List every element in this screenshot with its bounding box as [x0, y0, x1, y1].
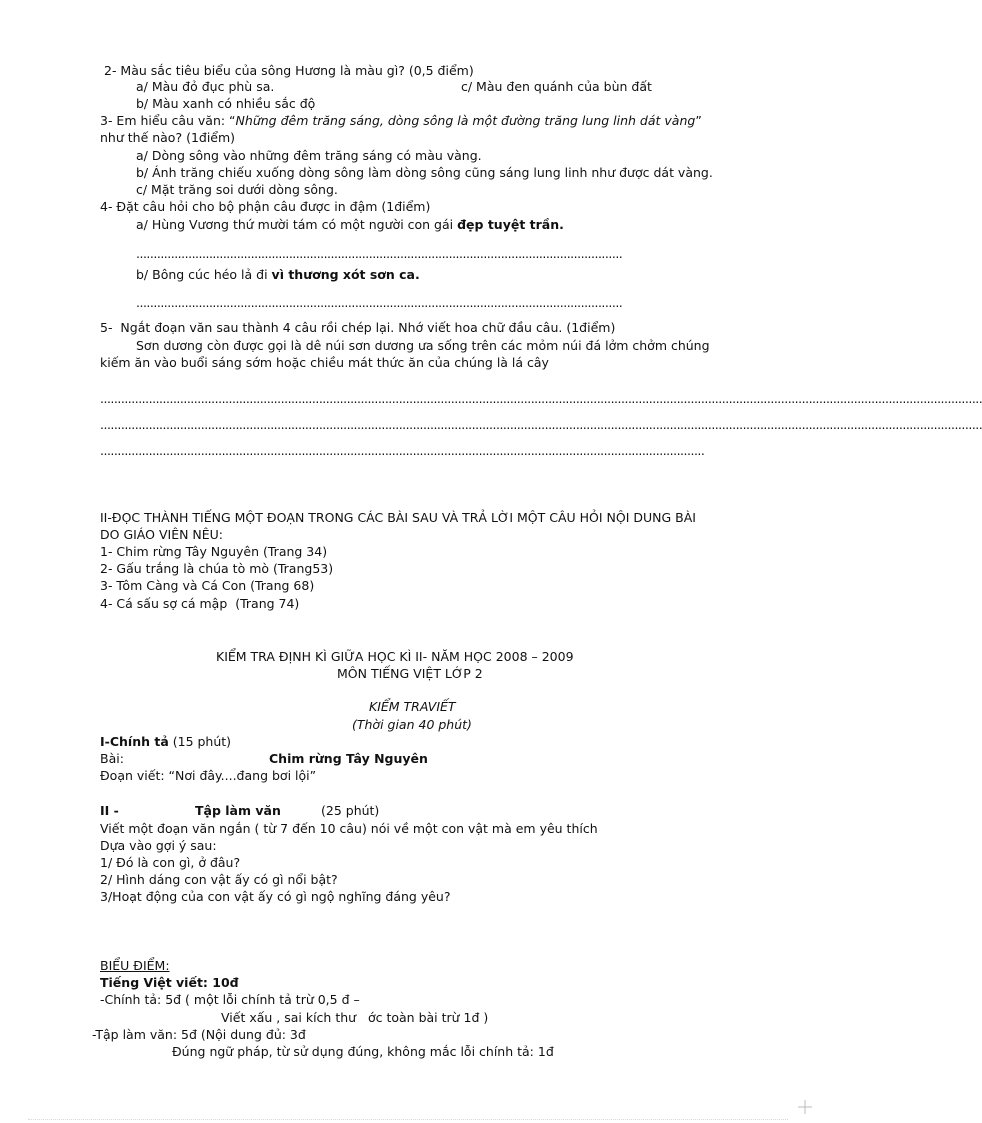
q3-stem-suffix: ”: [695, 113, 702, 128]
q2-option-a: a/ Màu đỏ đục phù sa.: [136, 79, 275, 94]
q4-item-a: [136, 217, 564, 233]
q3-option-c: c/ Mặt trăng soi dưới dòng sông.: [136, 182, 338, 197]
tap-lam-van-roman: II -: [100, 803, 119, 818]
hint-intro: Dựa vào gợi ý sau:: [100, 838, 217, 853]
q4-item-a-bold: đẹp tuyệt trần.: [457, 217, 564, 232]
q2-option-c: c/ Màu đen quánh của bùn đất: [461, 79, 652, 94]
reading-item: 3- Tôm Càng và Cá Con (Trang 68): [100, 578, 315, 593]
section2-heading-line2: DO GIÁO VIÊN NÊU:: [100, 527, 224, 542]
test-name: KIỂM TRAVIẾT: [369, 699, 456, 714]
bieu-diem-line: Đúng ngữ pháp, từ sử dụng đúng, không mắc lỗi chính tả: 1đ: [172, 1044, 554, 1059]
q4-item-b-text: b/ Bông cúc héo lả đi: [136, 267, 272, 282]
bieu-diem-line: Viết xấu , sai kích thư ớc toàn bài trừ 1đ ): [221, 1010, 489, 1025]
tap-lam-van-time: (25 phút): [321, 803, 380, 818]
q3-stem-prefix: 3- Em hiểu câu văn: “: [100, 113, 236, 128]
q4-item-b: [136, 267, 420, 283]
answer-line: ..............................................................................................................................................................................................................................................................: [100, 391, 982, 406]
chinh-ta-heading: [100, 734, 231, 750]
section2-heading-line1: II-ĐỌC THÀNH TIẾNG MỘT ĐOẠN TRONG CÁC BÀI SAU VÀ TRẢ LỜI MỘT CÂU HỎI NỘI DUNG BÀI: [100, 510, 696, 525]
tap-lam-van-title: Tập làm văn: [195, 803, 281, 818]
exam-title: KIỂM TRA ĐỊNH KÌ GIỮA HỌC KÌ II- NĂM HỌC 2008 – 2009: [216, 649, 574, 664]
hint-item: 3/Hoạt động của con vật ấy có gì ngộ nghĩng đáng yêu?: [100, 889, 451, 904]
answer-line: ............................................................................................................................................: [136, 295, 623, 310]
exam-subject: MÔN TIẾNG VIỆT LỚP 2: [337, 666, 483, 681]
q3-option-b: b/ Ánh trăng chiếu xuống dòng sông làm dòng sông cũng sáng lung linh như được dát vàng.: [136, 165, 713, 180]
hint-item: 1/ Đó là con gì, ở đâu?: [100, 855, 241, 870]
bai-label: Bài:: [100, 751, 124, 766]
q2-option-b: b/ Màu xanh có nhiều sắc độ: [136, 96, 316, 111]
bieu-diem-line: -Tập làm văn: 5đ (Nội dung đủ: 3đ: [92, 1027, 306, 1042]
q3-quote: Những đêm trăng sáng, dòng sông là một đường trăng lung linh dát vàng: [235, 113, 696, 128]
hint-item: 2/ Hình dáng con vật ấy có gì nổi bật?: [100, 872, 338, 887]
reading-item: 4- Cá sấu sợ cá mập (Trang 74): [100, 596, 300, 611]
reading-item: 2- Gấu trắng là chúa tò mò (Trang53): [100, 561, 334, 576]
reading-item: 1- Chim rừng Tây Nguyên (Trang 34): [100, 544, 328, 559]
q2-stem: 2- Màu sắc tiêu biểu của sông Hương là màu gì? (0,5 điểm): [104, 63, 474, 78]
answer-line: ............................................................................................................................................: [136, 246, 623, 261]
chinh-ta-time: (15 phút): [168, 734, 232, 749]
q5-stem: 5- Ngắt đoạn văn sau thành 4 câu rồi chép lại. Nhớ viết hoa chữ đầu câu. (1điểm): [100, 320, 616, 335]
bai-title: Chim rừng Tây Nguyên: [269, 751, 428, 766]
page-bottom-border: [28, 1119, 788, 1120]
bieu-diem-line: -Chính tả: 5đ ( một lỗi chính tả trừ 0,5 đ –: [100, 992, 360, 1007]
q5-passage-line1: Sơn dương còn được gọi là dê núi sơn dương ưa sống trên các mỏm núi đá lởm chởm chúng: [136, 338, 710, 353]
q4-item-b-bold: vì thương xót sơn ca.: [271, 267, 420, 282]
q4-stem: 4- Đặt câu hỏi cho bộ phận câu được in đậm (1điểm): [100, 199, 431, 214]
q3-option-a: a/ Dòng sông vào những đêm trăng sáng có màu vàng.: [136, 148, 482, 163]
test-duration: (Thời gian 40 phút): [352, 717, 472, 732]
q4-item-a-text: a/ Hùng Vương thứ mười tám có một người con gái: [136, 217, 458, 232]
answer-line: ..............................................................................................................................................................................................................................................................: [100, 417, 982, 432]
doan-viet: Đoạn viết: “Nơi đây....đang bơi lội”: [100, 768, 317, 783]
answer-line: ..............................................................................................................................................................................: [100, 443, 705, 458]
bieu-diem-heading: BIỂU ĐIỂM:: [100, 958, 170, 973]
q3-stem: [100, 113, 702, 129]
q5-passage-line2: kiếm ăn vào buổi sáng sớm hoặc chiều mát thức ăn của chúng là lá cây: [100, 355, 549, 370]
q3-stem-line2: như thế nào? (1điểm): [100, 130, 236, 145]
page-corner-mark: [798, 1100, 812, 1114]
tap-lam-van-prompt: Viết một đoạn văn ngắn ( từ 7 đến 10 câu) nói về một con vật mà em yêu thích: [100, 821, 598, 836]
bieu-diem-total: Tiếng Việt viết: 10đ: [100, 975, 239, 990]
chinh-ta-title: I-Chính tả: [100, 734, 169, 749]
